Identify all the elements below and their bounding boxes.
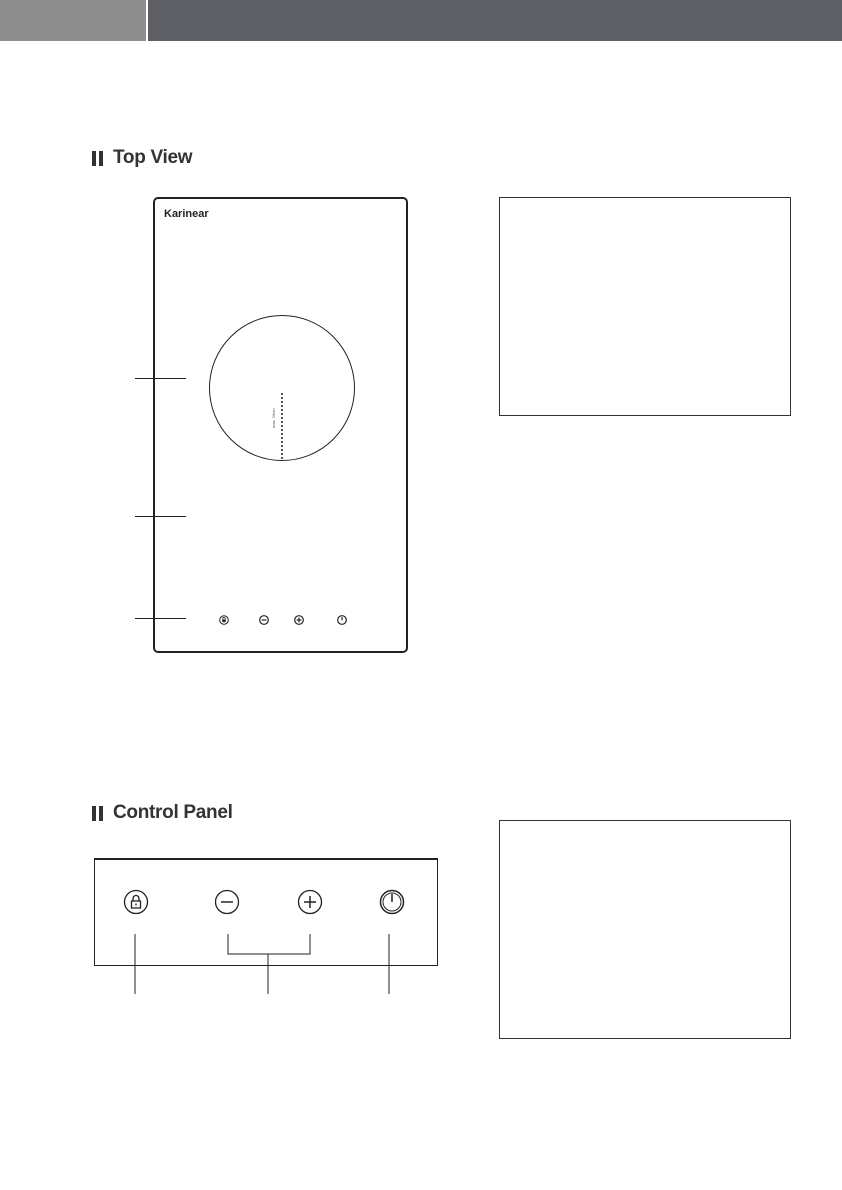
header-bar: [148, 0, 842, 41]
legend-box-top-view: [499, 197, 791, 416]
brand-logo: Karinear: [164, 208, 209, 220]
zone-diameter-marker: [281, 393, 283, 459]
section-marker-icon: [92, 151, 103, 166]
cooking-zone: [209, 315, 355, 461]
cooktop-top-view: [153, 197, 408, 653]
lock-icon: [219, 615, 229, 625]
zone-diameter-label: max. 20cm: [271, 408, 276, 428]
minus-icon: [259, 615, 269, 625]
section-title-top-view-text: Top View: [113, 147, 193, 168]
lock-button-icon: [123, 889, 149, 915]
section-title-control-panel: [92, 802, 233, 824]
callout-line-control-panel: [135, 618, 186, 619]
section-title-control-panel-text: Control Panel: [113, 802, 233, 823]
callout-line-glass-surface: [135, 516, 186, 517]
header-accent-left: [0, 0, 146, 41]
callout-line-cooking-zone: [135, 378, 186, 379]
minus-button-icon: [214, 889, 240, 915]
power-icon: [337, 615, 347, 625]
section-marker-icon: [92, 806, 103, 821]
legend-box-control-panel: [499, 820, 791, 1039]
plus-icon: [294, 615, 304, 625]
plus-button-icon: [297, 889, 323, 915]
control-panel-diagram: [94, 858, 438, 966]
power-button-icon: [379, 889, 405, 915]
section-title-top-view: [92, 147, 192, 169]
